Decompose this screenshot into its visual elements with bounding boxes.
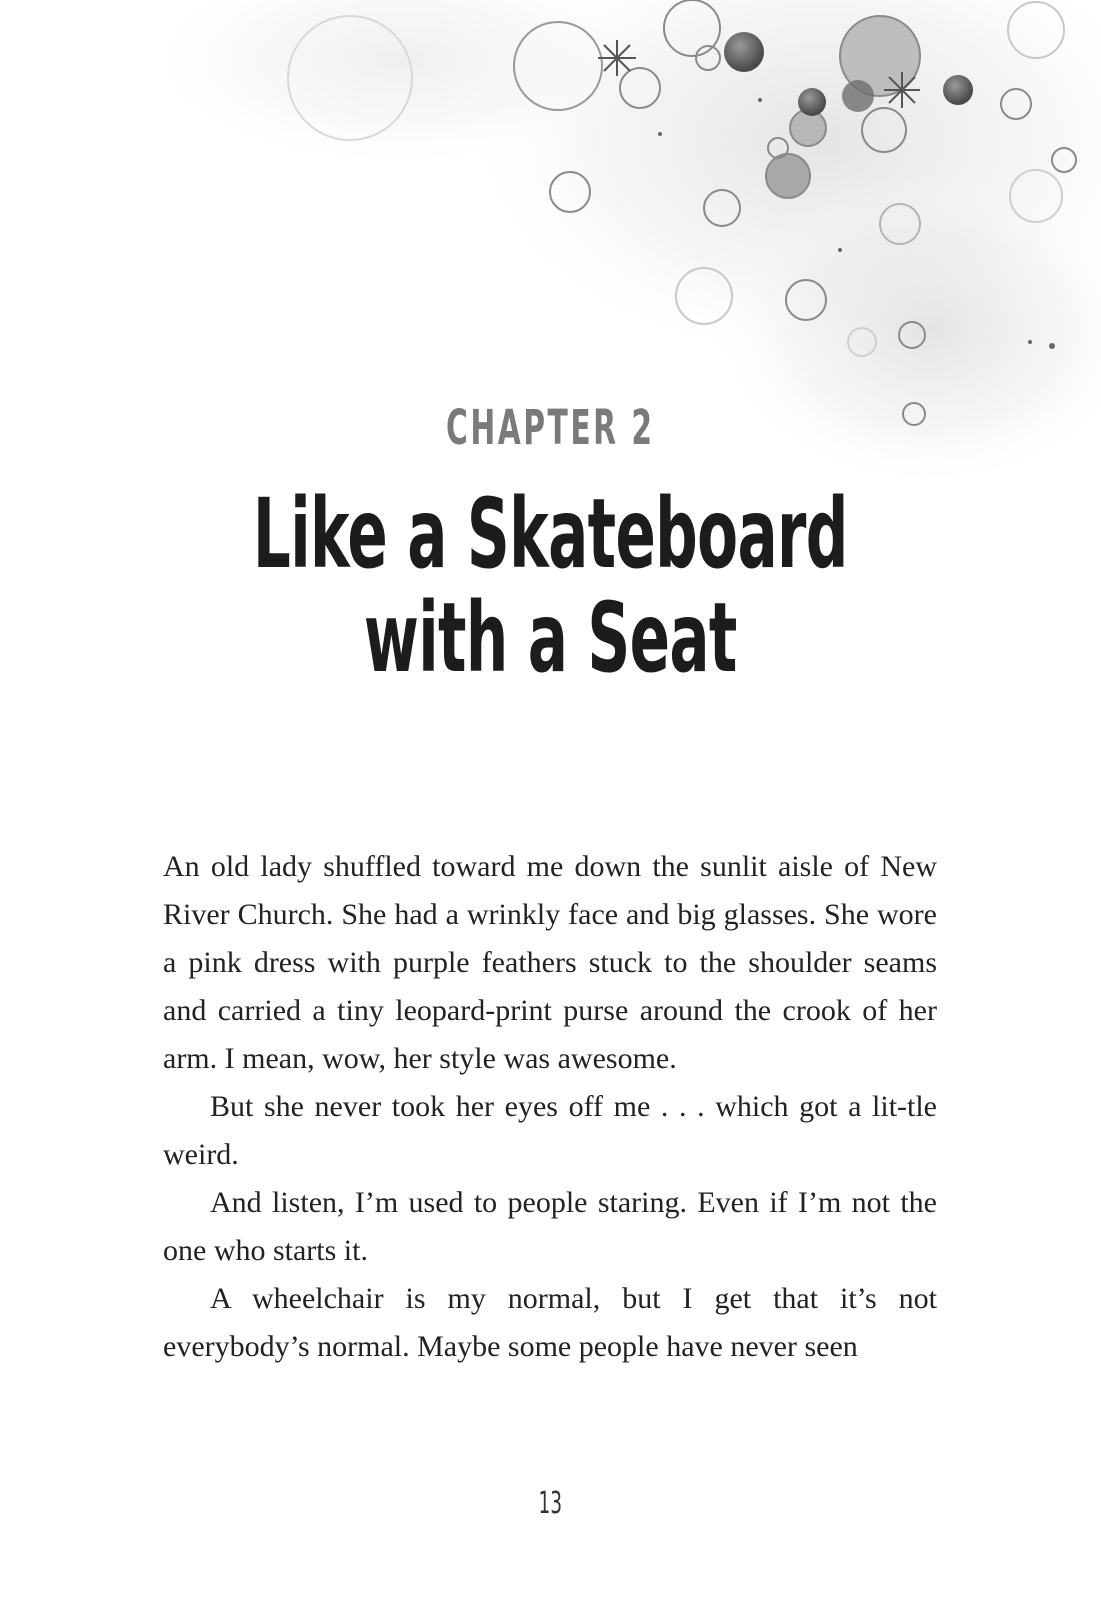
paragraph: And listen, I’m used to people staring. Even if I’m not the one who starts it. — [163, 1186, 937, 1267]
chapter-title-line-1: Like a Skateboard — [252, 478, 848, 590]
chapter-title-line-2: with a Seat — [363, 582, 737, 694]
chapter-number: CHAPTER 2 — [446, 400, 655, 456]
paragraph: An old lady shuffled toward me down the sunlit aisle of New River Church. She had a wrinkly face and big glasses. She wore a pink dress with purple feathers stuck to the shoulder seams and carried a tiny leopard-print purse around the crook of her arm. I mean, wow, her style was awesome. — [163, 850, 937, 1075]
paragraph: But she never took her eyes off me . . . which got a lit-tle weird. — [163, 1090, 937, 1171]
body-text — [163, 843, 937, 1371]
chapter-title — [209, 478, 892, 694]
page-number: 13 — [538, 1486, 563, 1521]
paragraph: A wheelchair is my normal, but I get that it’s not everybody’s normal. Maybe some people have never seen — [163, 1282, 937, 1363]
